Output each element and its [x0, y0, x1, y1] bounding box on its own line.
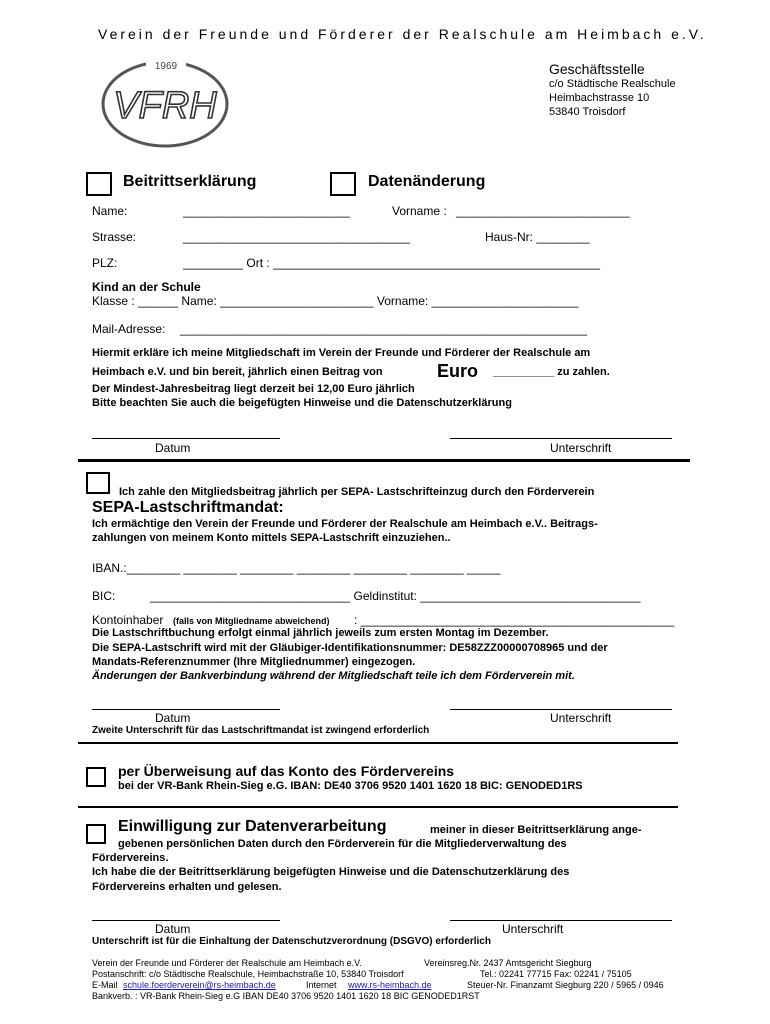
consent-text-5: Fördervereins erhalten und gelesen.: [92, 881, 282, 893]
aenderung-label: Datenänderung: [368, 173, 486, 190]
association-title: Verein der Freunde und Förderer der Realschule am Heimbach e.V.: [98, 26, 707, 42]
footer-line-2b: Tel.: 02241 77715 Fax: 02241 / 75105: [480, 969, 632, 979]
beitritt-checkbox[interactable]: [86, 172, 112, 196]
section-divider-1: [78, 459, 690, 462]
kontoinhaber-label: Kontoinhaber: [92, 613, 164, 627]
sepa-info-3: Mandats-Referenznummer (Ihre Mitgliednummer) eingezogen.: [92, 656, 416, 668]
transfer-bank: bei der VR-Bank Rhein-Sieg e.G. IBAN: DE40 3706 9520 1401 1620 18 BIC: GENODED1RS: [118, 780, 583, 792]
vfrh-logo: [100, 58, 230, 150]
datum-line-2[interactable]: [92, 709, 280, 710]
logo-text: VFRH: [113, 85, 217, 127]
strasse-label: Strasse:: [92, 230, 137, 244]
datum-label-2: Datum: [155, 711, 191, 725]
footer-line-4: Bankverb. : VR-Bank Rhein-Sieg e.G IBAN DE40 3706 9520 1401 1620 18 BIC GENODED1RST: [92, 991, 480, 1001]
consent-text-2: gebenen persönlichen Daten durch den Förderverein für die Mitgliederverwaltung des: [118, 838, 567, 850]
section-divider-3: [78, 806, 678, 808]
footer-internet-link[interactable]: www.rs-heimbach.de: [348, 980, 432, 990]
aenderung-checkbox[interactable]: [330, 172, 356, 196]
mail-field[interactable]: _____________________________________________________________: [180, 322, 588, 336]
section-divider-2: [78, 742, 678, 744]
name-label: Name:: [92, 204, 128, 218]
consent-title: Einwilligung zur Datenverarbeitung: [118, 818, 387, 835]
declaration-line-1: Hiermit erkläre ich meine Mitgliedschaft im Verein der Freunde und Förderer der Realschule am: [92, 347, 591, 359]
declaration-euro: Euro: [437, 361, 479, 381]
beitritt-label: Beitrittserklärung: [123, 173, 257, 190]
transfer-title: per Überweisung auf das Konto des Fördervereins: [118, 763, 455, 779]
vorname-label: Vorname :: [392, 204, 447, 218]
hausnr-field[interactable]: Haus-Nr: ________: [485, 230, 590, 244]
signature-label-2: Unterschrift: [550, 711, 612, 725]
consent-text-3: Fördervereins.: [92, 852, 169, 864]
footer-internet-label: Internet: [306, 980, 337, 990]
office-line-1: c/o Städtische Realschule: [549, 78, 676, 90]
strasse-field[interactable]: __________________________________: [183, 230, 410, 244]
beitrag-field[interactable]: __________ zu zahlen.: [493, 366, 610, 378]
kontoinhaber-field[interactable]: : _______________________________________________: [354, 613, 675, 627]
plz-ort-field[interactable]: _________ Ort : _________________________________________________: [183, 256, 601, 270]
sepa-text-2: zahlungen von meinem Konto mittels SEPA-Lastschrift einzuziehen..: [92, 532, 451, 544]
footer-tax: Steuer-Nr. Finanzamt Siegburg 220 / 5965 / 0946: [467, 980, 664, 990]
footer-email-label: E-Mail: [92, 980, 118, 990]
vorname-field[interactable]: __________________________: [456, 204, 630, 218]
mail-label: Mail-Adresse:: [92, 322, 166, 336]
signature-line-1[interactable]: [450, 438, 672, 439]
office-line-3: 53840 Troisdorf: [549, 106, 626, 118]
declaration-line-2: Heimbach e.V. und bin bereit, jährlich einen Beitrag von: [92, 366, 383, 378]
footer-line-1b: Vereinsreg.Nr. 2437 Amtsgericht Siegburg: [424, 958, 592, 968]
iban-field[interactable]: IBAN.:________ ________ ________ ________ ________ ________ _____: [92, 561, 501, 575]
consent-text-4: Ich habe die der Beitrittserklärung beigefügten Hinweise und die Datenschutzerklärung des: [92, 866, 570, 878]
datum-line-3[interactable]: [92, 920, 280, 921]
declaration-line-4: Bitte beachten Sie auch die beigefügten Hinweise und die Datenschutzerklärung: [92, 397, 512, 409]
kind-title: Kind an der Schule: [92, 280, 201, 294]
dsgvo-note: Unterschrift ist für die Einhaltung der Datenschutzverordnung (DSGVO) erforderlich: [92, 936, 491, 947]
signature-label-3: Unterschrift: [502, 922, 564, 936]
kontoinhaber-note: (falls von Mitgliedname abweichend): [173, 616, 330, 626]
signature-label-1: Unterschrift: [550, 441, 612, 455]
consent-checkbox[interactable]: [86, 824, 106, 844]
signature-line-2[interactable]: [450, 709, 672, 710]
office-line-2: Heimbachstrasse 10: [549, 92, 650, 104]
datum-label-3: Datum: [155, 922, 191, 936]
sepa-info-2: Die SEPA-Lastschrift wird mit der Gläubiger-Identifikationsnummer: DE58ZZZ00000708965 und der: [92, 642, 608, 654]
sepa-info-4: Änderungen der Bankverbindung während der Mitgliedschaft teile ich dem Förderverein mit.: [92, 670, 575, 682]
bic-geldinstitut-field[interactable]: ______________________________ Geldinstitut: _________________________________: [150, 589, 641, 603]
signature-line-3[interactable]: [450, 920, 672, 921]
second-signature-note: Zweite Unterschrift für das Lastschriftmandat ist zwingend erforderlich: [92, 725, 430, 736]
sepa-text-1: Ich ermächtige den Verein der Freunde und Förderer der Realschule am Heimbach e.V.. Beitrags-: [92, 518, 598, 530]
name-field[interactable]: _________________________: [183, 204, 350, 218]
footer-line-2a: Postanschrift: c/o Städtische Realschule, Heimbachstraße 10, 53840 Troisdorf: [92, 969, 404, 979]
klasse-field[interactable]: Klasse : ______ Name: _______________________ Vorname: ______________________: [92, 294, 579, 308]
transfer-checkbox[interactable]: [86, 767, 106, 787]
consent-text-1: meiner in dieser Beitrittserklärung ange-: [430, 824, 642, 836]
sepa-info-1: Die Lastschriftbuchung erfolgt einmal jährlich jeweils zum ersten Montag im Dezember.: [92, 627, 549, 639]
footer-email-link[interactable]: schule.foerderverein@rs-heimbach.de: [123, 980, 276, 990]
sepa-title: SEPA-Lastschriftmandat:: [92, 499, 284, 516]
datum-line-1[interactable]: [92, 438, 280, 439]
footer-line-1a: Verein der Freunde und Förderer der Realschule am Heimbach e.V.: [92, 958, 362, 968]
sepa-intro: Ich zahle den Mitgliedsbeitrag jährlich per SEPA- Lastschrifteinzug durch den Förderverein: [119, 486, 595, 498]
declaration-line-3: Der Mindest-Jahresbeitrag liegt derzeit bei 12,00 Euro jährlich: [92, 383, 415, 395]
datum-label-1: Datum: [155, 441, 191, 455]
plz-label: PLZ:: [92, 256, 118, 270]
bic-label: BIC:: [92, 589, 116, 603]
logo-year: 1969: [154, 61, 178, 72]
sepa-checkbox[interactable]: [86, 472, 110, 494]
office-title: Geschäftsstelle: [549, 61, 645, 77]
